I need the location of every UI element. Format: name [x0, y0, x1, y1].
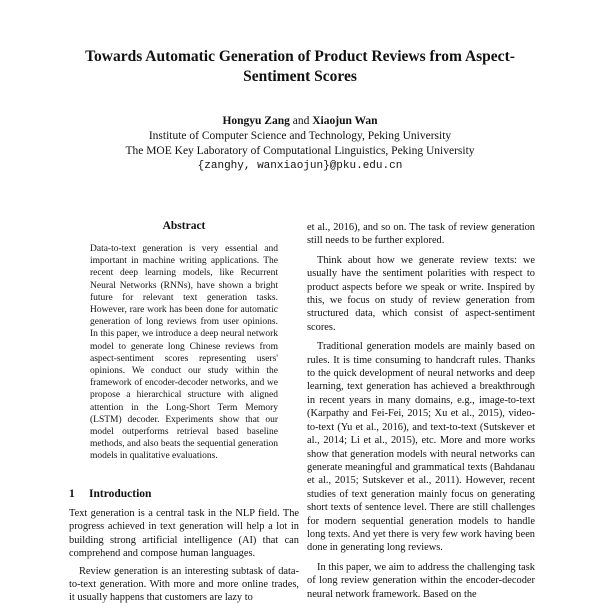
author-2: Xiaojun Wan: [312, 115, 378, 127]
affiliation-1: Institute of Computer Science and Technology, Peking University: [148, 130, 452, 142]
body-paragraph: In this paper, we aim to address the challenging task of long review generation within the encoder-decoder neural network framework. Based on the: [307, 561, 535, 600]
paper-title: Towards Automatic Generation of Product Reviews from Aspect-Sentiment Scores: [85, 48, 515, 85]
section-heading-introduction: [69, 488, 299, 500]
introduction-body: [69, 507, 299, 609]
intro-paragraph: Text generation is a central task in the NLP field. The progress achieved in text generation will help a lot in building strong artificial intelligence (AI) that can comprehend and compose human languages.: [69, 508, 299, 560]
section-title: Introduction: [89, 488, 152, 500]
body-paragraph: et al., 2016), and so on. The task of review generation still needs to be further explored.: [307, 222, 535, 247]
author-names: [0, 114, 600, 129]
author-block: [0, 114, 600, 174]
abstract-heading: Abstract: [162, 220, 206, 232]
author-1: Hongyu Zang: [222, 115, 290, 127]
section-number: 1: [69, 488, 75, 500]
intro-paragraph: Review generation is an interesting subtask of data-to-text generation. With more and more online trades, it usually happens that customers are lazy to: [69, 565, 299, 604]
affiliation-2: The MOE Key Laboratory of Computational Linguistics, Peking University: [125, 145, 475, 157]
abstract-text: Data-to-text generation is very essential and important in machine writing applications. The recent deep learning models, like Recurrent Neural Networks (RNNs), have shown a bright future for relevant text generation tasks. However, rare work has been done for automatic generation of long reviews from user opinions. In this paper, we introduce a deep neural network model to generate long Chinese reviews from aspect-sentiment scores representing users' opinions. We conduct our study within the framework of encoder-decoder networks, and we propose a hierarchical structure with aligned attention in the Long-Short Term Memory (LSTM) decoder. Experiments show that our model outperforms retrieval based baseline methods, and also beats the sequential generation models in qualitative evaluations.: [90, 244, 278, 462]
author-email: {zanghy, wanxiaojun}@pku.edu.cn: [197, 160, 403, 172]
right-column-body: [307, 221, 535, 607]
author-conjunction: and: [292, 115, 310, 127]
body-paragraph: Think about how we generate review texts: we usually have the sentiment polarities with respect to product aspects before we speak or write. Inspired by this, we focus on study of review generation from structured data, which consist of aspect-sentiment scores.: [307, 254, 535, 333]
body-paragraph: Traditional generation models are mainly based on rules. It is time consuming to handcraft rules. Thanks to the quick development of neural networks and deep learning, text generation has achieved a breakthrough in recent years in many domains, e.g., image-to-text (Karpathy and Fei-Fei, 2015; Xu et al., 2015), video-to-text (Yu et al., 2016), and text-to-text (Sutskever et al., 2014; Li et al., 2015), etc. More and more works show that generation models with neural networks can generate meaningful and grammatical texts (Bahdanau et al., 2015; Sutskever et al., 2011). However, recent studies of text generation mainly focus on generating short texts of sentence level. There are still challenges for modern sequential generation models to handle long texts. And yet there is very few work having been done in generating long reviews.: [307, 341, 535, 554]
